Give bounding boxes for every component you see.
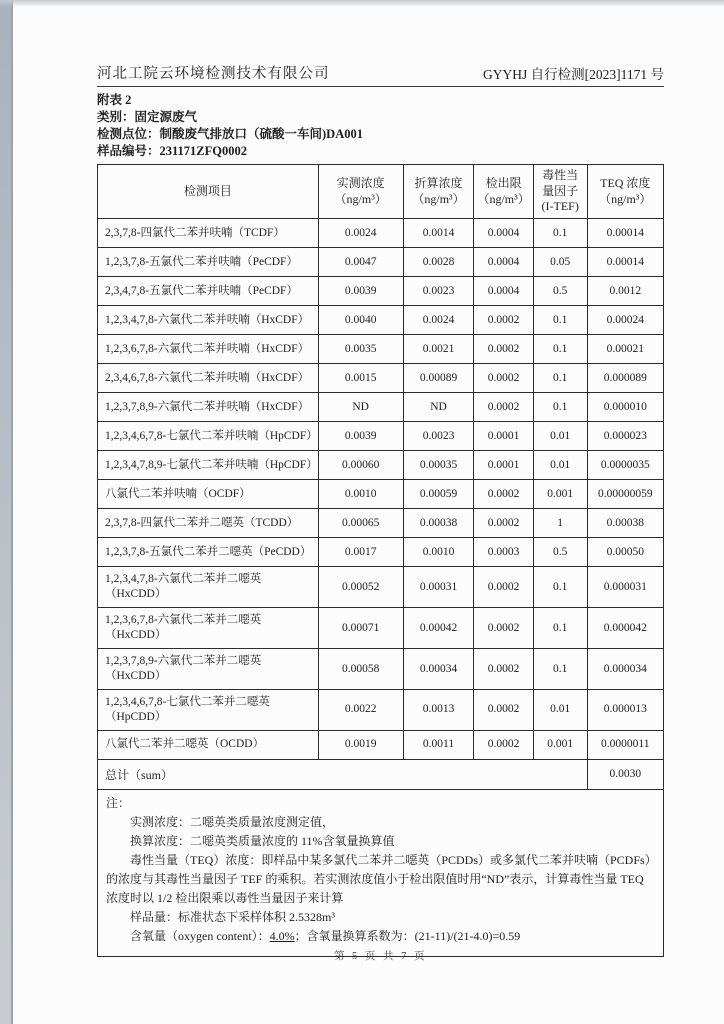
value-cell: 0.00065 [318, 509, 403, 538]
value-cell: 0.0001 [474, 422, 533, 451]
value-cell: 0.0004 [474, 219, 533, 248]
value-cell: 0.0024 [403, 306, 474, 335]
oxygen-content-value: 4.0% [269, 928, 295, 943]
value-cell: ND [318, 393, 403, 422]
note-converted-concentration: 换算浓度：二噁英类质量浓度的 11%含氧量换算值 [130, 833, 395, 848]
value-cell: 0.0039 [318, 422, 403, 451]
value-cell: 0.5 [533, 277, 587, 306]
table-body [98, 219, 664, 760]
value-cell: 0.0010 [403, 538, 474, 567]
table-row [98, 422, 664, 451]
analyte-name: 1,2,3,4,6,7,8-七氯代二苯并呋喃（HpCDF） [98, 422, 319, 451]
analyte-name: 1,2,3,4,7,8,9-七氯代二苯并呋喃（HpCDF） [98, 451, 319, 480]
company-name: 河北工院云环境检测技术有限公司 [97, 66, 330, 82]
value-cell: ND [403, 393, 474, 422]
table-row [98, 567, 664, 608]
analyte-name: 1,2,3,4,7,8-六氯代二苯并呋喃（HxCDF） [98, 306, 319, 335]
value-cell: 0.00058 [318, 648, 403, 689]
value-cell: 0.0022 [318, 689, 403, 730]
category-line: 类别：固定源废气 [97, 110, 198, 124]
note-oxygen-content [106, 927, 655, 946]
value-cell: 1 [533, 509, 587, 538]
value-cell: 0.00000059 [587, 480, 663, 509]
value-cell: 0.00034 [403, 648, 474, 689]
table-row [98, 393, 664, 422]
value-cell: 0.0024 [318, 219, 403, 248]
value-cell: 0.0017 [318, 538, 403, 567]
note-sample-volume: 样品量：标准状态下采样体积 2.5328m³ [130, 909, 335, 924]
value-cell: 0.0002 [474, 306, 533, 335]
column-header: TEQ 浓度 （ng/m³） [587, 165, 663, 219]
sample-number-line: 样品编号：231171ZFQ0002 [97, 144, 248, 158]
value-cell: 0.01 [533, 422, 587, 451]
value-cell: 0.0039 [318, 277, 403, 306]
value-cell: 0.1 [533, 393, 587, 422]
table-row [98, 607, 664, 648]
page-content [97, 62, 664, 957]
value-cell: 0.0002 [474, 689, 533, 730]
value-cell: 0.00060 [318, 451, 403, 480]
value-cell: 0.0002 [474, 335, 533, 364]
value-cell: 0.0021 [403, 335, 474, 364]
value-cell: 0.1 [533, 219, 587, 248]
analyte-name: 八氯代二苯并呋喃（OCDF） [98, 480, 319, 509]
notes-row [98, 789, 664, 956]
analyte-name: 1,2,3,7,8,9-六氯代二苯并呋喃（HxCDF） [98, 393, 319, 422]
value-cell: 0.0035 [318, 335, 403, 364]
value-cell: 0.000031 [587, 567, 663, 608]
value-cell: 0.0002 [474, 648, 533, 689]
value-cell: 0.00050 [587, 538, 663, 567]
value-cell: 0.0002 [474, 480, 533, 509]
value-cell: 0.0002 [474, 509, 533, 538]
sum-value: 0.0030 [587, 759, 663, 789]
table-row [98, 277, 664, 306]
value-cell: 0.0014 [403, 219, 474, 248]
value-cell: 0.000089 [587, 364, 663, 393]
value-cell: 0.0003 [474, 538, 533, 567]
analyte-name: 1,2,3,6,7,8-六氯代二苯并二噁英（HxCDD） [98, 607, 319, 648]
value-cell: 0.0002 [474, 393, 533, 422]
sample-metadata [97, 92, 664, 160]
value-cell: 0.000013 [587, 689, 663, 730]
column-header: 检出限 （ng/m³） [474, 165, 533, 219]
value-cell: 0.0023 [403, 277, 474, 306]
table-row [98, 509, 664, 538]
value-cell: 0.0023 [403, 422, 474, 451]
value-cell: 0.0002 [474, 364, 533, 393]
value-cell: 0.00038 [587, 509, 663, 538]
value-cell: 0.0001 [474, 451, 533, 480]
value-cell: 0.0010 [318, 480, 403, 509]
sampling-location-line: 检测点位：制酸废气排放口（硫酸一车间)DA001 [97, 127, 363, 141]
document-header [97, 62, 664, 87]
notes-title: 注： [106, 795, 131, 810]
table-row [98, 451, 664, 480]
value-cell: 0.00024 [587, 306, 663, 335]
scan-edge-left [0, 0, 13, 1024]
value-cell: 0.00021 [587, 335, 663, 364]
table-row [98, 306, 664, 335]
value-cell: 0.1 [533, 335, 587, 364]
table-row [98, 335, 664, 364]
analyte-name: 1,2,3,7,8,9-六氯代二苯并二噁英（HxCDD） [98, 648, 319, 689]
value-cell: 0.0019 [318, 730, 403, 759]
value-cell: 0.000042 [587, 607, 663, 648]
value-cell: 0.00014 [587, 219, 663, 248]
column-header: 折算浓度 （ng/m³） [403, 165, 474, 219]
value-cell: 0.000010 [587, 393, 663, 422]
column-header: 检测项目 [98, 165, 319, 219]
table-row [98, 248, 664, 277]
analyte-name: 1,2,3,4,7,8-六氯代二苯并二噁英（HxCDD） [98, 567, 319, 608]
value-cell: 0.0013 [403, 689, 474, 730]
value-cell: 0.1 [533, 306, 587, 335]
table-row [98, 689, 664, 730]
value-cell: 0.00089 [403, 364, 474, 393]
report-number: GYYHJ 自行检测[2023]1171 号 [483, 67, 664, 82]
sum-label: 总计（sum） [98, 759, 588, 789]
analyte-name: 2,3,4,6,7,8-六氯代二苯并呋喃（HxCDF） [98, 364, 319, 393]
analyte-name: 1,2,3,4,6,7,8-七氯代二苯并二噁英（HpCDD） [98, 689, 319, 730]
oxygen-content-prefix: 含氧量（oxygen content）： [130, 928, 270, 943]
value-cell: 0.00035 [403, 451, 474, 480]
oxygen-conversion-factor: ；含氧量换算系数为：(21-11)/(21-4.0)=0.59 [294, 928, 521, 943]
analyte-name: 2,3,7,8-四氯代二苯并呋喃（TCDF） [98, 219, 319, 248]
value-cell: 0.0002 [474, 607, 533, 648]
value-cell: 0.0002 [474, 730, 533, 759]
value-cell: 0.0000035 [587, 451, 663, 480]
table-row [98, 480, 664, 509]
value-cell: 0.0015 [318, 364, 403, 393]
table-row [98, 219, 664, 248]
value-cell: 0.5 [533, 538, 587, 567]
value-cell: 0.0012 [587, 277, 663, 306]
value-cell: 0.1 [533, 607, 587, 648]
table-row [98, 648, 664, 689]
table-header-row [98, 165, 664, 219]
value-cell: 0.0047 [318, 248, 403, 277]
value-cell: 0.0011 [403, 730, 474, 759]
results-table [97, 164, 664, 957]
value-cell: 0.00052 [318, 567, 403, 608]
value-cell: 0.000034 [587, 648, 663, 689]
value-cell: 0.000023 [587, 422, 663, 451]
value-cell: 0.1 [533, 648, 587, 689]
value-cell: 0.01 [533, 689, 587, 730]
note-measured-concentration: 实测浓度：二噁英类质量浓度测定值， [130, 814, 335, 829]
value-cell: 0.0004 [474, 248, 533, 277]
scan-edge-top [0, 0, 724, 7]
analyte-name: 1,2,3,7,8-五氯代二苯并二噁英（PeCDD） [98, 538, 319, 567]
sum-row [98, 759, 664, 789]
table-row [98, 730, 664, 759]
value-cell: 0.0040 [318, 306, 403, 335]
value-cell: 0.00038 [403, 509, 474, 538]
value-cell: 0.1 [533, 364, 587, 393]
analyte-name: 八氯代二苯并二噁英（OCDD） [98, 730, 319, 759]
analyte-name: 1,2,3,7,8-五氯代二苯并呋喃（PeCDF） [98, 248, 319, 277]
analyte-name: 2,3,4,7,8-五氯代二苯并呋喃（PeCDF） [98, 277, 319, 306]
value-cell: 0.00031 [403, 567, 474, 608]
table-row [98, 538, 664, 567]
value-cell: 0.01 [533, 451, 587, 480]
value-cell: 0.00071 [318, 607, 403, 648]
value-cell: 0.001 [533, 480, 587, 509]
notes-cell [98, 789, 664, 956]
column-header: 毒性当 量因子 (I-TEF) [533, 165, 587, 219]
value-cell: 0.05 [533, 248, 587, 277]
value-cell: 0.00042 [403, 607, 474, 648]
value-cell: 0.001 [533, 730, 587, 759]
value-cell: 0.0000011 [587, 730, 663, 759]
value-cell: 0.0004 [474, 277, 533, 306]
appendix-label: 附表 2 [97, 93, 132, 107]
analyte-name: 2,3,7,8-四氯代二苯并二噁英（TCDD） [98, 509, 319, 538]
value-cell: 0.00014 [587, 248, 663, 277]
value-cell: 0.1 [533, 567, 587, 608]
column-header: 实测浓度 （ng/m³） [318, 165, 403, 219]
table-row [98, 364, 664, 393]
value-cell: 0.0028 [403, 248, 474, 277]
value-cell: 0.00059 [403, 480, 474, 509]
value-cell: 0.0002 [474, 567, 533, 608]
page-number: 第 5 页 共 7 页 [333, 951, 428, 962]
note-teq-definition: 毒性当量（TEQ）浓度：即样品中某多氯代二苯并二噁英（PCDDs）或多氯代二苯并呋喃（PCDFs）的浓度与其毒性当量因子 TEF 的乘积。若实测浓度值小于检出限值时用“ND”表示，计算毒性当量 TEQ 浓度时以 1/2 检出限乘以毒性当量因子来计算 [106, 852, 651, 905]
analyte-name: 1,2,3,6,7,8-六氯代二苯并呋喃（HxCDF） [98, 335, 319, 364]
